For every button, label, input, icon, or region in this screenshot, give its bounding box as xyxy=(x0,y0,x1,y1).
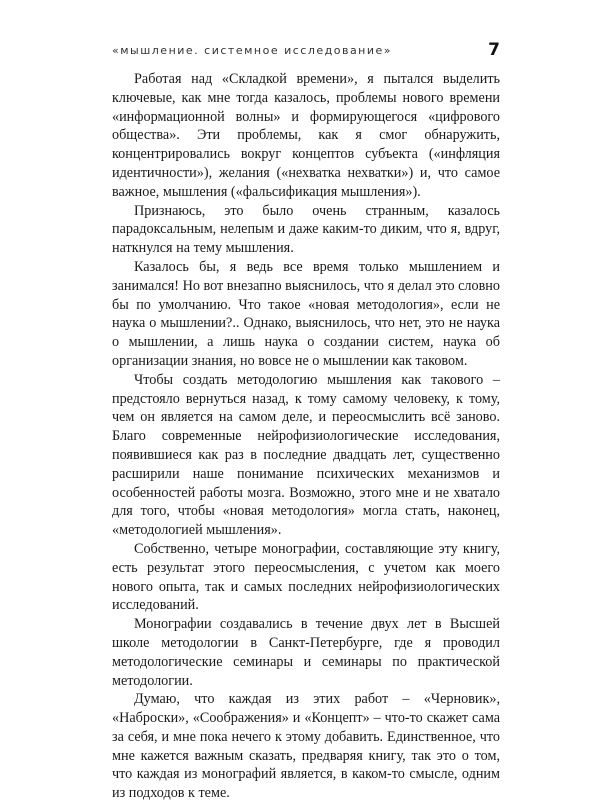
body-text xyxy=(112,70,500,803)
paragraph: Признаюсь, это было очень странным, казалось парадоксальным, нелепым и даже каким-то диким, что я, вдруг, наткнулся на тему мышления. xyxy=(112,202,500,257)
paragraph: Думаю, что каждая из этих работ – «Черновик», «Наброски», «Соображения» и «Концепт» – что-то скажет сама за себя, и мне пока нечего к этому добавить. Единственное, что мне кажется важным сказать, предваряя книгу, так это о том, что каждая из монографий является, в каком-то смысле, одним из подходов к теме. xyxy=(112,691,500,802)
page-header xyxy=(112,40,500,64)
paragraph: Собственно, четыре монографии, составляющие эту книгу, есть результат этого переосмысления, с учетом как моего нового опыта, так и самых последних нейрофизиологических исследований. xyxy=(112,540,500,614)
paragraph: Чтобы создать методологию мышления как такового – предстояло вернуться назад, к тому самому человеку, к тому, чем он является на самом деле, и переосмыслить всё заново. Благо современные нейрофизиологические исследования, появившиеся как раз в последние двадцать лет, существенно расширили наше понимание психических механизмов и особенностей работы мозга. Возможно, этого мне и не хватало для того, чтобы «новая методология» могла стать, наконец, «методологией мышления». xyxy=(112,371,500,539)
paragraph: Монографии создавались в течение двух лет в Высшей школе методологии в Санкт-Петербурге, где я проводил методологические семинары и семинары по практической методологии. xyxy=(112,616,500,689)
page-number: 7 xyxy=(488,40,500,60)
paragraph: Работая над «Складкой времени», я пытался выделить ключевые, как мне тогда казалось, проблемы нового времени «информационной волны» и формирующегося «цифрового общества». Эти проблемы, как я смог обнаружить, концентрировались вокруг концептов субъекта («инфляция идентичности»), желания («нехватка нехватки») и, что самое важное, мышления («фальсификация мышления»). xyxy=(112,71,500,200)
running-head-title: «мышление. системное исследование» xyxy=(112,44,393,57)
paragraph: Казалось бы, я ведь все время только мышлением и занимался! Но вот внезапно выяснилось, что я делал это словно бы по умолчанию. Что такое «новая методология», если не наука о мышлении?.. Однако, выяснилось, что нет, это не наука о мышлении, а лишь наука о создании систем, наука об организации знания, но вовсе не о мышлении как таковом. xyxy=(112,258,500,369)
